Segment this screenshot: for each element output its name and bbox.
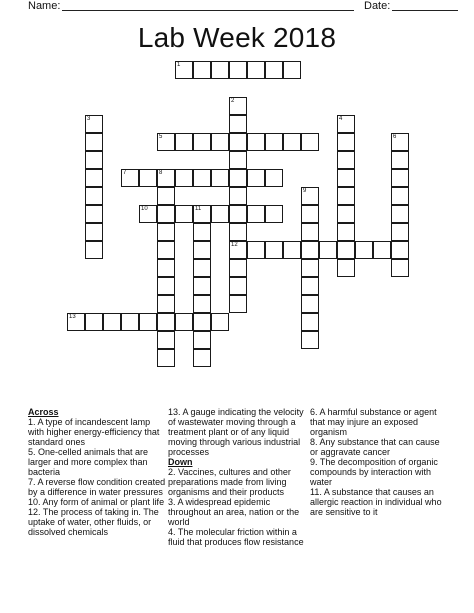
grid-cell[interactable] — [229, 169, 247, 187]
grid-cell[interactable] — [157, 277, 175, 295]
grid-cell[interactable] — [211, 169, 229, 187]
grid-cell[interactable] — [337, 151, 355, 169]
grid-cell[interactable] — [391, 169, 409, 187]
grid-cell[interactable] — [157, 169, 175, 187]
grid-cell[interactable] — [139, 169, 157, 187]
grid-cell[interactable] — [157, 331, 175, 349]
grid-cell[interactable] — [337, 223, 355, 241]
grid-cell[interactable] — [229, 115, 247, 133]
grid-cell[interactable] — [85, 205, 103, 223]
grid-cell[interactable] — [265, 61, 283, 79]
grid-cell[interactable] — [157, 259, 175, 277]
grid-cell[interactable] — [229, 277, 247, 295]
grid-cell[interactable] — [139, 205, 157, 223]
clue-number: 8 — [159, 170, 163, 176]
grid-cell[interactable] — [391, 133, 409, 151]
grid-cell[interactable] — [85, 223, 103, 241]
grid-cell[interactable] — [301, 187, 319, 205]
grid-cell[interactable] — [247, 169, 265, 187]
grid-cell[interactable] — [193, 259, 211, 277]
name-label: Name: — [28, 0, 61, 12]
grid-cell[interactable] — [301, 241, 319, 259]
grid-cell[interactable] — [247, 241, 265, 259]
grid-cell[interactable] — [247, 205, 265, 223]
grid-cell[interactable] — [355, 241, 373, 259]
down-heading: Down — [168, 457, 193, 467]
grid-cell[interactable] — [85, 313, 103, 331]
grid-cell[interactable] — [301, 205, 319, 223]
clue-number: 11 — [195, 206, 202, 212]
grid-cell[interactable] — [373, 241, 391, 259]
grid-cell[interactable] — [193, 61, 211, 79]
date-label: Date: — [364, 0, 391, 12]
clue-number: 12 — [231, 242, 238, 248]
clue-number: 13 — [69, 314, 76, 320]
grid-cell[interactable] — [283, 61, 301, 79]
clues-column-3 — [310, 407, 450, 517]
grid-cell[interactable] — [337, 259, 355, 277]
grid-cell[interactable] — [157, 295, 175, 313]
grid-cell[interactable] — [337, 133, 355, 151]
clue-number: 7 — [123, 170, 127, 176]
clues-column-2 — [168, 407, 306, 547]
grid-cell[interactable] — [157, 241, 175, 259]
grid-cell[interactable] — [211, 61, 229, 79]
clue-across-5: 5. One-celled animals that are larger and more complex than bacteria — [28, 447, 149, 477]
grid-cell[interactable] — [157, 349, 175, 367]
grid-cell[interactable] — [193, 169, 211, 187]
clue-across-7: 7. A reverse flow condition created by a difference in water pressures — [28, 477, 166, 497]
grid-cell[interactable] — [175, 133, 193, 151]
clue-down-3: 3. A widespread epidemic throughout an area, nation or the world — [168, 497, 300, 527]
clue-number: 5 — [159, 134, 163, 140]
grid-cell[interactable] — [391, 241, 409, 259]
grid-cell[interactable] — [193, 277, 211, 295]
grid-cell[interactable] — [247, 61, 265, 79]
grid-cell[interactable] — [211, 313, 229, 331]
clue-across-10: 10. Any form of animal or plant life — [28, 497, 165, 507]
grid-cell[interactable] — [229, 61, 247, 79]
grid-cell[interactable] — [301, 277, 319, 295]
clue-down-4: 4. The molecular friction within a fluid that produces flow resistance — [168, 527, 304, 547]
grid-cell[interactable] — [85, 115, 103, 133]
grid-cell[interactable] — [193, 133, 211, 151]
grid-cell[interactable] — [337, 169, 355, 187]
grid-cell[interactable] — [193, 205, 211, 223]
grid-cell[interactable] — [301, 223, 319, 241]
grid-cell[interactable] — [229, 151, 247, 169]
clue-across-13: 13. A gauge indicating the velocity of wastewater moving through a treatment plant or of any liquid moving through various industrial processes — [168, 407, 304, 457]
grid-cell[interactable] — [229, 295, 247, 313]
grid-cell[interactable] — [391, 151, 409, 169]
clue-down-9: 9. The decomposition of organic compounds by interaction with water — [310, 457, 438, 487]
clue-down-8: 8. Any substance that can cause or aggravate cancer — [310, 437, 440, 457]
grid-cell[interactable] — [229, 97, 247, 115]
clue-number: 3 — [87, 116, 91, 122]
grid-cell[interactable] — [193, 313, 211, 331]
grid-cell[interactable] — [337, 205, 355, 223]
grid-cell[interactable] — [175, 61, 193, 79]
grid-cell[interactable] — [157, 133, 175, 151]
grid-cell[interactable] — [157, 313, 175, 331]
grid-cell[interactable] — [265, 133, 283, 151]
clue-down-6: 6. A harmful substance or agent that may injure an exposed organism — [310, 407, 437, 437]
clue-down-11: 11. A substance that causes an allergic reaction in individual who are sensitive to it — [310, 487, 442, 517]
grid-cell[interactable] — [265, 241, 283, 259]
grid-cell[interactable] — [175, 169, 193, 187]
grid-cell[interactable] — [211, 133, 229, 151]
grid-cell[interactable] — [193, 331, 211, 349]
clue-number: 1 — [177, 62, 181, 68]
grid-cell[interactable] — [157, 187, 175, 205]
across-heading: Across — [28, 407, 59, 417]
grid-cell[interactable] — [121, 313, 139, 331]
grid-cell[interactable] — [391, 259, 409, 277]
clue-number: 4 — [339, 116, 343, 122]
grid-cell[interactable] — [175, 313, 193, 331]
grid-cell[interactable] — [229, 259, 247, 277]
grid-cell[interactable] — [229, 241, 247, 259]
grid-cell[interactable] — [301, 331, 319, 349]
grid-cell[interactable] — [391, 205, 409, 223]
grid-cell[interactable] — [337, 115, 355, 133]
clues-column-1 — [28, 407, 166, 537]
grid-cell[interactable] — [67, 313, 85, 331]
clue-down-2: 2. Vaccines, cultures and other preparations made from living organisms and their products — [168, 467, 291, 497]
clue-across-12: 12. The process of taking in. The uptake of water, other fluids, or dissolved chemicals — [28, 507, 159, 537]
grid-cell[interactable] — [229, 133, 247, 151]
clue-number: 6 — [393, 134, 397, 140]
grid-cell[interactable] — [391, 223, 409, 241]
grid-cell[interactable] — [85, 169, 103, 187]
grid-cell[interactable] — [85, 151, 103, 169]
grid-cell[interactable] — [301, 259, 319, 277]
grid-cell[interactable] — [157, 205, 175, 223]
grid-cell[interactable] — [301, 313, 319, 331]
grid-cell[interactable] — [85, 241, 103, 259]
grid-cell[interactable] — [301, 133, 319, 151]
grid-cell[interactable] — [247, 133, 265, 151]
grid-cell[interactable] — [193, 295, 211, 313]
grid-cell[interactable] — [229, 223, 247, 241]
grid-cell[interactable] — [157, 223, 175, 241]
page-title: Lab Week 2018 — [137, 22, 337, 53]
clue-number: 2 — [231, 98, 235, 104]
grid-cell[interactable] — [103, 313, 121, 331]
grid-cell[interactable] — [193, 241, 211, 259]
grid-cell[interactable] — [391, 187, 409, 205]
grid-cell[interactable] — [301, 295, 319, 313]
grid-cell[interactable] — [265, 169, 283, 187]
clue-number: 10 — [141, 206, 148, 212]
grid-cell[interactable] — [265, 205, 283, 223]
clue-number: 9 — [303, 188, 307, 194]
grid-cell[interactable] — [337, 187, 355, 205]
grid-cell[interactable] — [229, 205, 247, 223]
grid-cell[interactable] — [85, 133, 103, 151]
grid-cell[interactable] — [193, 349, 211, 367]
grid-cell[interactable] — [211, 205, 229, 223]
grid-cell[interactable] — [337, 241, 355, 259]
grid-cell[interactable] — [121, 169, 139, 187]
grid-cell[interactable] — [85, 187, 103, 205]
grid-cell[interactable] — [229, 187, 247, 205]
grid-cell[interactable] — [319, 241, 337, 259]
grid-cell[interactable] — [139, 313, 157, 331]
grid-cell[interactable] — [283, 241, 301, 259]
grid-cell[interactable] — [283, 133, 301, 151]
clue-across-1: 1. A type of incandescent lamp with higher energy-efficiency that standard ones — [28, 417, 160, 447]
grid-cell[interactable] — [193, 223, 211, 241]
grid-cell[interactable] — [175, 205, 193, 223]
